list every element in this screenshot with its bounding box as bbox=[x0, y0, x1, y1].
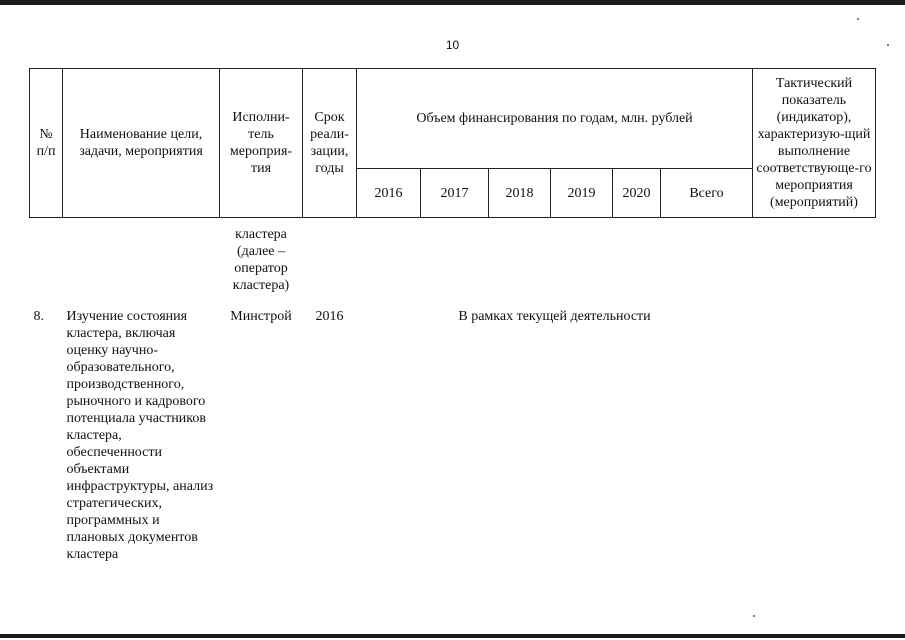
header-year-2018: 2018 bbox=[489, 169, 551, 218]
table-row bbox=[30, 218, 876, 295]
header-num: № п/п bbox=[30, 69, 63, 218]
row-term: 2016 bbox=[315, 309, 344, 324]
bottom-border-line bbox=[0, 634, 905, 638]
scan-speck bbox=[753, 615, 755, 617]
row-number: 8. bbox=[33, 309, 44, 324]
header-year-2017: 2017 bbox=[421, 169, 489, 218]
scan-speck bbox=[857, 18, 859, 20]
header-term: Срок реали-зации, годы bbox=[303, 69, 357, 218]
top-border-line bbox=[0, 0, 905, 5]
header-name: Наименование цели, задачи, мероприятия bbox=[63, 69, 220, 218]
row-funding: В рамках текущей деятельности bbox=[458, 309, 651, 324]
header-indicator: Тактический показатель (индикатор), характеризую-щий выполнение соответствующе-го мероприятия (мероприятий) bbox=[753, 69, 876, 218]
header-funding: Объем финансирования по годам, млн. рублей bbox=[357, 69, 753, 169]
continuation-executor: кластера (далее – оператор кластера) bbox=[232, 227, 290, 293]
header-year-2016: 2016 bbox=[357, 169, 421, 218]
header-total: Всего bbox=[661, 169, 753, 218]
page-number: 10 bbox=[445, 38, 460, 52]
row-activity-name: Изучение состояния кластера, включая оценку научно-образовательного, производственного, рыночного и кадрового потенциала участников кластера, обеспеченности объектами инфраструктуры, анализ стратегических, программных и плановых документов кластера bbox=[66, 309, 214, 562]
scan-speck bbox=[887, 44, 889, 46]
header-year-2019: 2019 bbox=[551, 169, 613, 218]
header-executor: Исполни-тель мероприя-тия bbox=[220, 69, 303, 218]
table-row bbox=[30, 294, 876, 563]
row-executor: Минстрой bbox=[230, 309, 292, 324]
funding-table bbox=[29, 68, 876, 563]
header-year-2020: 2020 bbox=[613, 169, 661, 218]
